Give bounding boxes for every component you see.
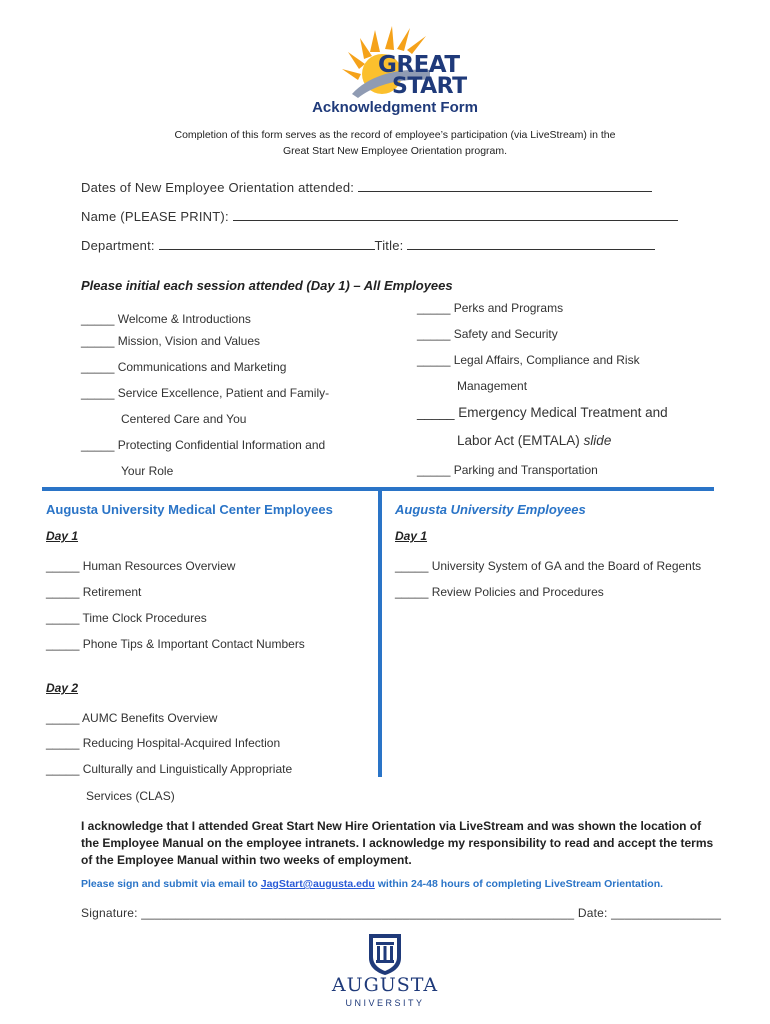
logo-line-great: GREAT — [378, 52, 460, 78]
session-confidential: _____ Protecting Confidential Information and — [81, 438, 326, 452]
aumc-phone-tips: _____ Phone Tips & Important Contact Numbers — [46, 637, 305, 651]
title-input-line[interactable] — [407, 237, 655, 250]
au-review-policies: _____ Review Policies and Procedures — [395, 585, 604, 599]
session-confidential-cont: Your Role — [121, 464, 174, 478]
session-welcome: _____ Welcome & Introductions — [81, 312, 251, 326]
submit-note-after: within 24-48 hours of completing LiveStream Orientation. — [374, 878, 664, 890]
session-emtala-cont-text: Labor Act (EMTALA) — [457, 433, 580, 448]
dates-field[interactable] — [81, 179, 652, 195]
augusta-crest-icon — [320, 932, 450, 976]
session-emtala-cont — [457, 433, 611, 448]
session-perks: _____ Perks and Programs — [417, 301, 564, 315]
department-label: Department: — [81, 238, 155, 253]
aumc-retirement: _____ Retirement — [46, 585, 142, 599]
session-emtala-slide: slide — [583, 433, 612, 448]
session-service-excellence-cont: Centered Care and You — [121, 412, 247, 426]
date-label: Date: — [577, 906, 608, 920]
logo-line-start: START — [392, 74, 467, 99]
department-input-line[interactable] — [159, 237, 375, 250]
day1-all-heading: Please initial each session attended (Day 1) – All Employees — [81, 278, 453, 293]
augusta-wordmark: AUGUSTA — [331, 974, 439, 996]
signature-row[interactable] — [81, 906, 721, 920]
name-field[interactable] — [81, 208, 678, 224]
aumc-time-clock: _____ Time Clock Procedures — [46, 611, 207, 625]
session-safety: _____ Safety and Security — [417, 327, 558, 341]
section-divider-vertical — [378, 490, 382, 777]
aumc-hr-overview: _____ Human Resources Overview — [46, 559, 236, 573]
signature-line[interactable]: _______________________________________________________________ — [141, 906, 575, 920]
au-heading: Augusta University Employees — [395, 502, 586, 517]
title-label: Title: — [374, 238, 404, 253]
session-service-excellence: _____ Service Excellence, Patient and Family- — [81, 386, 330, 400]
great-start-logo — [330, 22, 467, 102]
name-input-line[interactable] — [233, 208, 678, 221]
email-link[interactable]: JagStart@augusta.edu — [260, 878, 375, 890]
intro-line-2: Great Start New Employee Orientation program. — [282, 145, 508, 157]
signature-label: Signature: — [81, 906, 138, 920]
page-title: Acknowledgment Form — [312, 99, 478, 116]
aumc-benefits: _____ AUMC Benefits Overview — [46, 711, 218, 725]
session-mission: _____ Mission, Vision and Values — [81, 334, 261, 348]
aumc-clas: _____ Culturally and Linguistically Appropriate — [46, 762, 293, 776]
augusta-university-logo — [320, 932, 450, 1012]
dates-label: Dates of New Employee Orientation attended: — [81, 180, 355, 195]
aumc-heading: Augusta University Medical Center Employees — [46, 502, 333, 517]
submit-note-before: Please sign and submit via email to — [81, 878, 261, 890]
acknowledgement-text: I acknowledge that I attended Great Start New Hire Orientation via LiveStream and was shown the location of the Employee Manual on the employee intranets. I acknowledge my responsibility to read and accept the terms of the Employee Manual within two weeks of employment. — [81, 819, 714, 867]
aumc-day2-label: Day 2 — [46, 681, 79, 695]
dates-input-line[interactable] — [358, 179, 652, 192]
date-line[interactable]: ________________ — [611, 906, 722, 920]
aumc-day1-label: Day 1 — [46, 529, 79, 543]
intro-line-1: Completion of this form serves as the record of employee’s participation (via LiveStream) in the — [174, 129, 616, 141]
session-legal-cont: Management — [457, 379, 528, 393]
session-communications: _____ Communications and Marketing — [81, 360, 287, 374]
au-usg-regents: _____ University System of GA and the Board of Regents — [395, 559, 702, 573]
session-emtala: _____ Emergency Medical Treatment and — [417, 405, 668, 420]
session-legal: _____ Legal Affairs, Compliance and Risk — [417, 353, 640, 367]
submit-note — [81, 878, 663, 890]
university-wordmark: UNIVERSITY — [345, 998, 425, 1008]
name-label: Name (PLEASE PRINT): — [81, 209, 229, 224]
aumc-clas-cont: Services (CLAS) — [86, 789, 175, 803]
session-parking: _____ Parking and Transportation — [417, 463, 598, 477]
au-day1-label: Day 1 — [395, 529, 428, 543]
aumc-infection: _____ Reducing Hospital-Acquired Infection — [46, 736, 281, 750]
department-field[interactable] — [81, 237, 655, 253]
